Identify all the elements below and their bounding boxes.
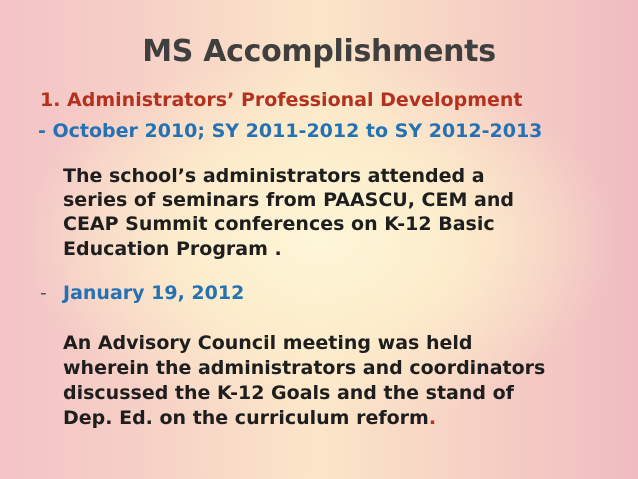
meeting-date: January 19, 2012 [63,282,245,304]
paragraph-1-line-4: Education Program . [63,238,282,260]
paragraph-2-line-1: An Advisory Council meeting was held [63,332,473,354]
paragraph-1-line-2: series of seminars from PAASCU, CEM and [63,189,514,211]
section-heading: 1. Administrators’ Professional Development [40,89,523,111]
paragraph-1-line-3: CEAP Summit conferences on K-12 Basic [63,213,495,235]
paragraph-1-line-1: The school’s administrators attended a [63,165,485,187]
date-range: - October 2010; SY 2011-2012 to SY 2012-2013 [38,120,543,142]
paragraph-2-line-4-text: Dep. Ed. on the curriculum reform [63,407,429,429]
paragraph-2-line-2: wherein the administrators and coordinators [63,357,546,379]
bullet-dash: - [40,282,47,304]
paragraph-2-line-3: discussed the K-12 Goals and the stand of [63,382,514,404]
slide-title: MS Accomplishments [142,34,496,69]
paragraph-2-line-4 [63,406,436,431]
paragraph-2-end-period: . [428,407,437,429]
